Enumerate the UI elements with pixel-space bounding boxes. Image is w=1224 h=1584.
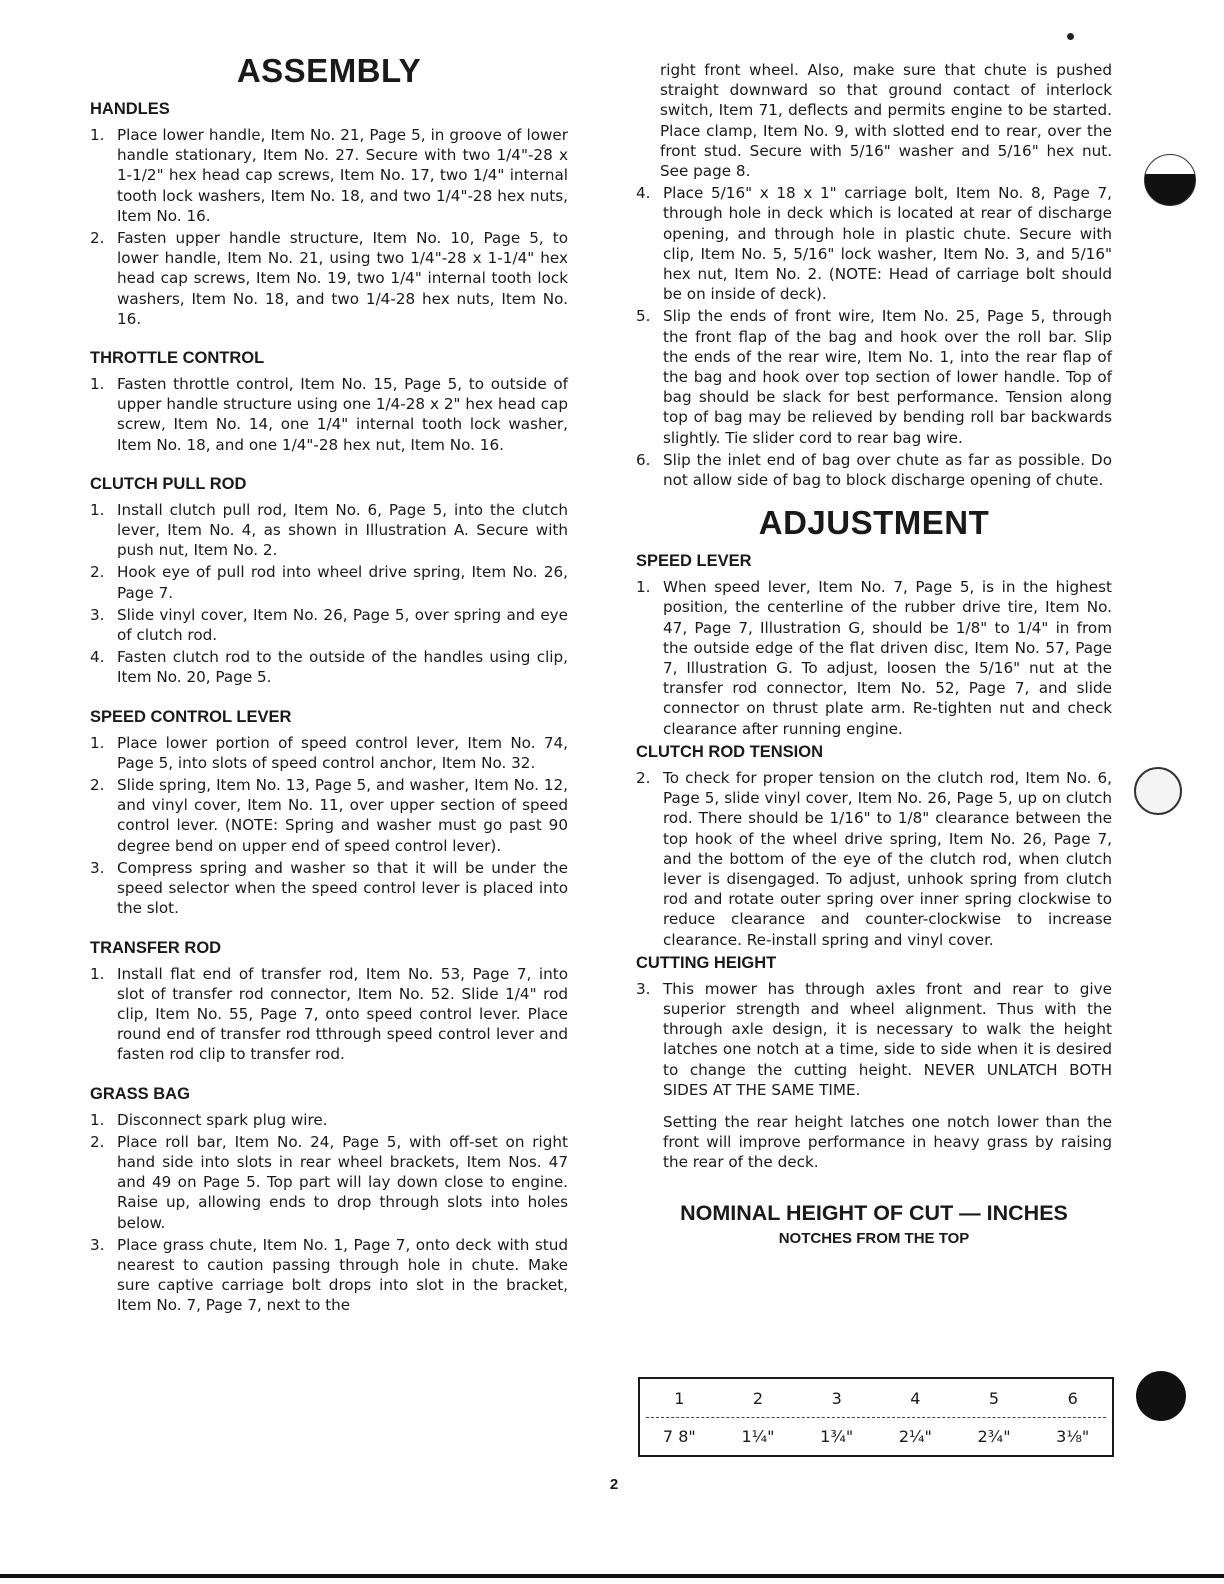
notch-cell: 2 [752, 1389, 764, 1408]
punch-hole-middle [1134, 767, 1182, 815]
assembly-title: ASSEMBLY [236, 52, 422, 89]
list-item: 5. Slip the ends of front wire, Item No. 25, Page 5, through the front flap of the bag and hook over the roll bar. Slip the ends of the rear wire, Item No. 1, into the rear flap of the bag and hook over top section of lower handle. Top of bag should be slack for best performance. Tension along top of bag may be relieved by bending roll bar backwards slightly. Tie slider cord to rear bag wire. [636, 307, 1112, 447]
list-item: 3. Compress spring and washer so that it will be under the speed selector when the speed control lever is placed into the slot. [90, 858, 568, 918]
height-cell: 2¼" [898, 1427, 932, 1446]
left-column [90, 0, 568, 1318]
page-number: 2 [609, 1476, 619, 1493]
list-item: 6. Slip the inlet end of bag over chute as far as possible. Do not allow side of bag to block discharge opening of chute. [636, 450, 1112, 490]
list-item: 1. Install clutch pull rod, Item No. 6, Page 5, into the clutch lever, Item No. 4, as shown in Illustration A. Secure with push nut, Item No. 2. [90, 500, 568, 560]
notch-cell: 5 [988, 1389, 1000, 1408]
list-item: 2. To check for proper tension on the clutch rod, Item No. 6, Page 5, slide vinyl cover, Item No. 26, Page 5, up on clutch rod. There should be 1/16" to 1/8" clearance between the top hook of the wheel drive spring, Item No. 26, Page 7, and the bottom of the eye of the clutch rod, when clutch lever is disengaged. To adjust, unhook spring from clutch rod and rotate outer spring over inner spring clockwise to reduce clearance and counter-clockwise to increase clearance. Re-install spring and vinyl cover. [636, 768, 1112, 949]
height-cell: 7 8" [662, 1427, 696, 1446]
list-item: 3. Place grass chute, Item No. 1, Page 7, onto deck with stud nearest to caution passing through hole in chute. Make sure captive carriage bolt drops into slot in the bracket, Item No. 7, Page 7, next to the [90, 1235, 568, 1315]
section-heading: SPEED LEVER [636, 552, 752, 571]
list-item: 1. Install flat end of transfer rod, Item No. 53, Page 7, into slot of transfer rod connector, Item No. 52. Slide 1/4" rod clip, Item No. 55, Page 7, onto speed control lever. Place round end of transfer rod tthrough speed control lever and fasten rod clip to transfer rod. [90, 964, 568, 1064]
height-cell: 1¼" [741, 1427, 775, 1446]
height-cell: 3⅛" [1056, 1427, 1090, 1446]
section-transfer-rod [90, 939, 568, 1065]
punch-hole-top [1144, 154, 1196, 206]
adjustment-title: ADJUSTMENT [758, 504, 990, 542]
table-divider [646, 1417, 1106, 1418]
notch-cell: 6 [1067, 1389, 1078, 1408]
notch-cell: 3 [831, 1389, 842, 1408]
cut-table-header [636, 1201, 1112, 1247]
cut-table-title: NOMINAL HEIGHT OF CUT — INCHES [680, 1200, 1068, 1225]
section-clutch-pull-rod [90, 475, 568, 688]
section-heading: CLUTCH ROD TENSION [636, 742, 823, 761]
section-throttle-control [90, 349, 568, 455]
section-speed-control-lever [90, 708, 568, 919]
section-grass-bag [90, 1085, 568, 1316]
list-item: 3. This mower has through axles front and rear to give superior strength and wheel alignment. Thus with the through axle design, it is necessary to walk the height latches one notch at a time, side to side when it is desired to change the cutting height. NEVER UNLATCH BOTH SIDES AT THE SAME TIME. [636, 979, 1112, 1099]
section-speed-lever [636, 552, 1112, 739]
section-cutting-height [636, 954, 1112, 1173]
section-heading: SPEED CONTROL LEVER [90, 707, 292, 726]
section-heading: CLUTCH PULL ROD [90, 474, 247, 493]
punch-hole-bottom [1136, 1371, 1186, 1421]
list-item: 2. Slide spring, Item No. 13, Page 5, and washer, Item No. 12, and vinyl cover, Item No. 11, over upper section of speed control lever. (NOTE: Spring and washer must go past 90 degree bend on upper end of speed control lever). [90, 776, 568, 855]
notch-cell: 1 [674, 1389, 685, 1408]
section-heading: GRASS BAG [90, 1084, 190, 1103]
list-item: 1. Fasten throttle control, Item No. 15, Page 5, to outside of upper handle structure using one 1/4-28 x 2" hex head cap screw, Item No. 14, one 1/4" internal tooth lock washer, Item No. 18, and one 1/4"-28 hex nut, Item No. 16. [90, 375, 568, 454]
list-item: 4. Place 5/16" x 18 x 1" carriage bolt, Item No. 8, Page 7, through hole in deck which is located at rear of discharge opening, and through hole in plastic chute. Secure with clip, Item No. 5, 5/16" lock washer, Item No. 3, and 5/16" hex nut, Item No. 2. (NOTE: Head of carriage bolt should be on inside of deck). [636, 184, 1112, 304]
section-heading: THROTTLE CONTROL [90, 349, 265, 368]
cut-table-subtitle: NOTCHES FROM THE TOP [778, 1229, 970, 1247]
list-item: 4. Fasten clutch rod to the outside of the handles using clip, Item No. 20, Page 5. [90, 648, 568, 687]
section-handles [90, 100, 568, 329]
list-item: 1. Place lower handle, Item No. 21, Page 5, in groove of lower handle stationary, Item No. 27. Secure with two 1/4"-28 x 1-1/2" hex head cap screws, Item No. 17, two 1/4" internal tooth lock washers, Item No. 18, and two 1/4"-28 hex nuts, Item No. 16. [90, 126, 568, 225]
cutting-height-note: Setting the rear height latches one notch lower than the front will improve performance in heavy grass by raising the rear of the deck. [663, 1112, 1112, 1172]
list-item: 2. Hook eye of pull rod into wheel drive spring, Item No. 26, Page 7. [90, 563, 568, 602]
list-item: 1. Disconnect spark plug wire. [90, 1110, 328, 1129]
cut-height-table [638, 1377, 1114, 1457]
scan-speck [1067, 33, 1074, 40]
table-row [640, 1420, 1112, 1454]
list-item: 1. When speed lever, Item No. 7, Page 5, is in the highest position, the centerline of the rubber drive tire, Item No. 47, Page 7, Illustration G, should be 1/8" to 1/4" in from the outside edge of the flat driven disc, Item No. 57, Page 7, Illustration G. To adjust, loosen the 5/16" nut at the transfer rod connector, Item No. 52, Page 7, and slide connector on thrust plate arm. Re-tighten nut and check clearance after running engine. [636, 578, 1112, 738]
right-column [636, 60, 1112, 1247]
notch-cell: 4 [910, 1389, 921, 1408]
section-heading: HANDLES [90, 100, 170, 118]
height-cell: 2¾" [977, 1427, 1011, 1446]
bottom-rule [0, 1574, 1224, 1578]
section-clutch-rod-tension [636, 743, 1112, 950]
list-item: 2. Place roll bar, Item No. 24, Page 5, with off-set on right hand side into slots in rear wheel brackets, Item Nos. 47 and 49 on Page 5. Top part will lay down close to engine. Raise up, allowing ends to drop through slots into holes below. [90, 1132, 568, 1232]
list-item: 3. Slide vinyl cover, Item No. 26, Page 5, over spring and eye of clutch rod. [90, 605, 568, 645]
height-cell: 1¾" [820, 1427, 854, 1446]
grass-bag-continued: right front wheel. Also, make sure that chute is pushed straight downward so that ground contact of interlock switch, Item 71, deflects and permits engine to be started. Place clamp, Item No. 9, with slotted end to rear, over the front stud. Secure with 5/16" washer and 5/16" hex nut. See page 8. [660, 61, 1112, 181]
list-item: 2. Fasten upper handle structure, Item No. 10, Page 5, to lower handle, Item No. 21, using two 1/4"-28 x 1-1/4" hex head cap screws, Item No. 19, two 1/4" internal tooth lock washers, Item No. 18, and two 1/4-28 hex nuts, Item No. 16. [90, 229, 568, 328]
list-item: 1. Place lower portion of speed control lever, Item No. 74, Page 5, into slots of speed control anchor, Item No. 32. [90, 733, 568, 772]
table-row [640, 1382, 1112, 1416]
section-heading: CUTTING HEIGHT [636, 953, 777, 972]
section-heading: TRANSFER ROD [90, 938, 222, 957]
